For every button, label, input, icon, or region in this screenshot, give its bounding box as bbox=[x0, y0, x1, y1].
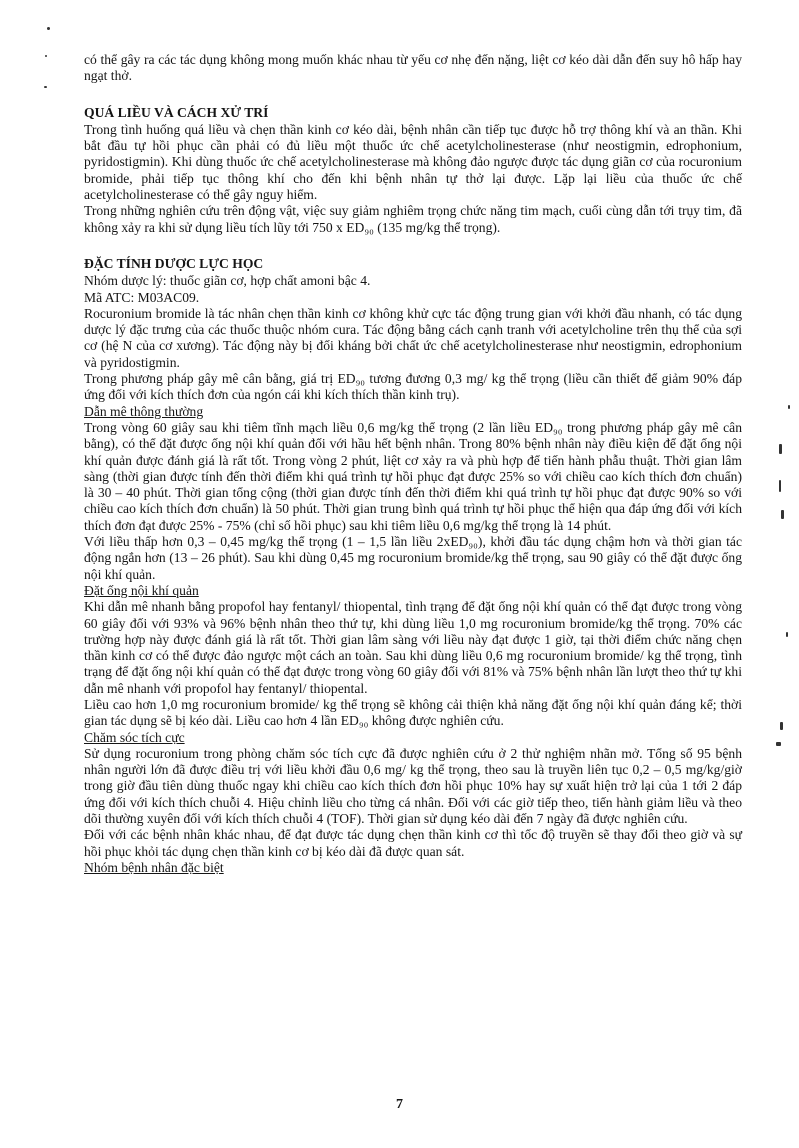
standard-induction-paragraph-2: Với liều thấp hơn 0,3 – 0,45 mg/kg thể trọng (1 – 1,5 lần liều 2xED₉₀), khởi đầu tác dụng chậm hơn và thời gian tác động ngắn hơn (13 – 26 phút). Sau khi dùng 0,45 mg rocuronium bromide/kg thể trọng, sau 90 giây có thể đặt được ống nội khí quản. bbox=[84, 534, 742, 582]
intensive-care-paragraph-1: Sử dụng rocuronium trong phòng chăm sóc tích cực đã được nghiên cứu ở 2 thử nghiệm nhãn mở. Tổng số 95 bệnh nhân người lớn đã được điều trị với liều khởi đầu 0,6 mg/ kg thể trọng, theo sau là truyền liên tục 0,2 – 0,5 mg/kg/giờ trong giờ đầu tiên dùng thuốc ngay khi chiều cao kích thích đơn hồi phục 10% hay sự xuất hiện trở lại của 1 tới 2 đáp ứng đối với kích thích chuỗi 4. Hiệu chỉnh liều cho từng cá nhân. Đối với các giờ tiếp theo, tiến hành giảm liều và theo dõi thường xuyên đối với kích thích chuỗi 4 (TOF). Thời gian sử dụng kéo dài đến 7 ngày đã được nghiên cứu. bbox=[84, 745, 742, 827]
scan-speck bbox=[781, 510, 784, 519]
pharmacodynamics-paragraph-2: Trong phương pháp gây mê cân bằng, giá trị ED₉₀ tương đương 0,3 mg/ kg thể trọng (liều cần thiết để giảm 90% đáp ứng đối với kích thích đơn của ngón cái khi kích thích thần kinh trụ). bbox=[84, 371, 742, 403]
scan-speck bbox=[788, 405, 790, 409]
overdose-paragraph-2: Trong những nghiên cứu trên động vật, việc suy giảm nghiêm trọng chức năng tim mạch, cuối cùng dẫn tới trụy tim, đã không xảy ra khi sử dụng liều tích lũy tới 750 x ED₉₀ (135 mg/kg thể trọng). bbox=[84, 203, 742, 235]
pharmacological-group: Nhóm dược lý: thuốc giãn cơ, hợp chất amoni bậc 4. bbox=[84, 273, 371, 289]
scan-speck bbox=[786, 632, 788, 637]
scan-speck bbox=[779, 444, 782, 454]
page-number: 7 bbox=[396, 1097, 403, 1112]
intubation-paragraph-2: Liều cao hơn 1,0 mg rocuronium bromide/ kg thể trọng sẽ không cải thiện khả năng đặt ống nội khí quản đáng kể; thời gian tác dụng sẽ bị kéo dài. Liều cao hơn 4 lần ED₉₀ không được nghiên cứu. bbox=[84, 696, 742, 729]
scan-speck bbox=[45, 55, 47, 57]
standard-induction-paragraph-1: Trong vòng 60 giây sau khi tiêm tĩnh mạch liều 0,6 mg/kg thể trọng (2 lần liều ED₉₀ trong phương pháp gây mê cân bằng), có thể đặt được ống nội khí quản đối với hầu hết bệnh nhân. Trong 80% bệnh nhân này điều kiện để đặt ống nội khí quản được đánh giá là rất tốt. Trong vòng 2 phút, liệt cơ xảy ra và phù hợp để tiến hành phẫu thuật. Thời gian lâm sàng (thời gian được tính đến thời điểm khi quá trình tự hồi phục đạt được 25% so với chiều cao kích thích đơn chuẩn) là 30 – 40 phút. Thời gian tổng cộng (thời gian được tính đến thời điểm khi quá trình tự hồi phục đạt được 90% so với chiều cao kích thích đơn chuẩn) là 50 phút. Thời gian trung bình quá trình tự hồi phục thể hiện qua đáp ứng đối với kích thích đơn đạt được 25% - 75% (chỉ số hồi phục) sau khi tiêm liều 0,6 mg/kg thể trọng là 14 phút. bbox=[84, 419, 742, 533]
scan-speck bbox=[47, 27, 50, 30]
subheading-intubation: Đặt ống nội khí quản bbox=[84, 582, 199, 598]
pharmacodynamics-paragraph-1: Rocuronium bromide là tác nhân chẹn thần kinh cơ không khử cực tác động trung gian với khởi đầu nhanh, có tác dụng dược lý đặc trưng của các thuốc thuộc nhóm cura. Tác động bằng cách cạnh tranh với acetylcholine trên thụ thể của sợi cơ (hệ N của cơ xương). Tác động này bị đối kháng bởi chất ức chế acetylcholinesterase như neostigmin, edrophonium và pyridostigmin. bbox=[84, 305, 742, 370]
document-page bbox=[84, 52, 742, 876]
intubation-paragraph-1: Khi dẫn mê nhanh bằng propofol hay fentanyl/ thiopental, tình trạng để đặt ống nội khí quản có thể đạt được trong vòng 60 giây đối với 93% và 96% bệnh nhân theo thứ tự, khi dùng liều 1,0 mg rocuronium bromide/kg thể trọng. 70% các trường hợp này được đánh giá là rất tốt. Thời gian lâm sàng với liều này đạt được 1 giờ, tại thời điểm chức năng chẹn thần kinh cơ có thể được đảo ngược một cách an toàn. Sau khi dùng liều 0,6 mg rocuronium bromide/ kg thể trọng, tình trạng để đặt ống nội khí quản có thể đạt được trong vòng 60 giây đối với 81% và 75% bệnh nhân lần lượt theo thứ tự khi dẫn mê nhanh với propofol hay fentanyl/ thiopental. bbox=[84, 599, 742, 696]
overdose-heading: QUÁ LIỀU VÀ CÁCH XỬ TRÍ bbox=[84, 104, 269, 120]
scan-speck bbox=[779, 480, 781, 492]
intro-paragraph: có thể gây ra các tác dụng không mong muốn khác nhau từ yếu cơ nhẹ đến nặng, liệt cơ kéo dài dẫn đến suy hô hấp hay ngạt thở. bbox=[84, 52, 742, 84]
overdose-paragraph-1: Trong tình huống quá liều và chẹn thần kinh cơ kéo dài, bệnh nhân cần tiếp tục được hỗ trợ thông khí và an thần. Khi bắt đầu tự hồi phục cần phải có đủ liều một thuốc ức chế acetylcholinesterase (như neostigmin, edrophonium, pyridostigmin). Khi dùng thuốc ức chế acetylcholinesterase mà không đảo ngược được tác dụng giãn cơ của rocuronium bromide, phải tiếp tục thông khí cho đến khi bệnh nhân tự thở lại được. Lặp lại liều của thuốc ức chế acetylcholinesterase có thể gây nguy hiểm. bbox=[84, 121, 742, 203]
subheading-intensive-care: Chăm sóc tích cực bbox=[84, 729, 185, 745]
scan-speck bbox=[780, 722, 783, 730]
subheading-special-populations: Nhóm bệnh nhân đặc biệt bbox=[84, 859, 224, 875]
scan-speck bbox=[776, 742, 781, 746]
pharmacodynamics-heading: ĐẶC TÍNH DƯỢC LỰC HỌC bbox=[84, 255, 264, 271]
intensive-care-paragraph-2: Đối với các bệnh nhân khác nhau, để đạt được tác dụng chẹn thần kinh cơ thì tốc độ truyền sẽ thay đổi theo giờ và sự hồi phục khỏi tác dụng chẹn thần kinh cơ bị kéo dài đã được quan sát. bbox=[84, 827, 742, 859]
scan-speck bbox=[44, 86, 47, 88]
subheading-standard-induction: Dẫn mê thông thường bbox=[84, 403, 204, 419]
atc-code: Mã ATC: M03AC09. bbox=[84, 289, 200, 305]
